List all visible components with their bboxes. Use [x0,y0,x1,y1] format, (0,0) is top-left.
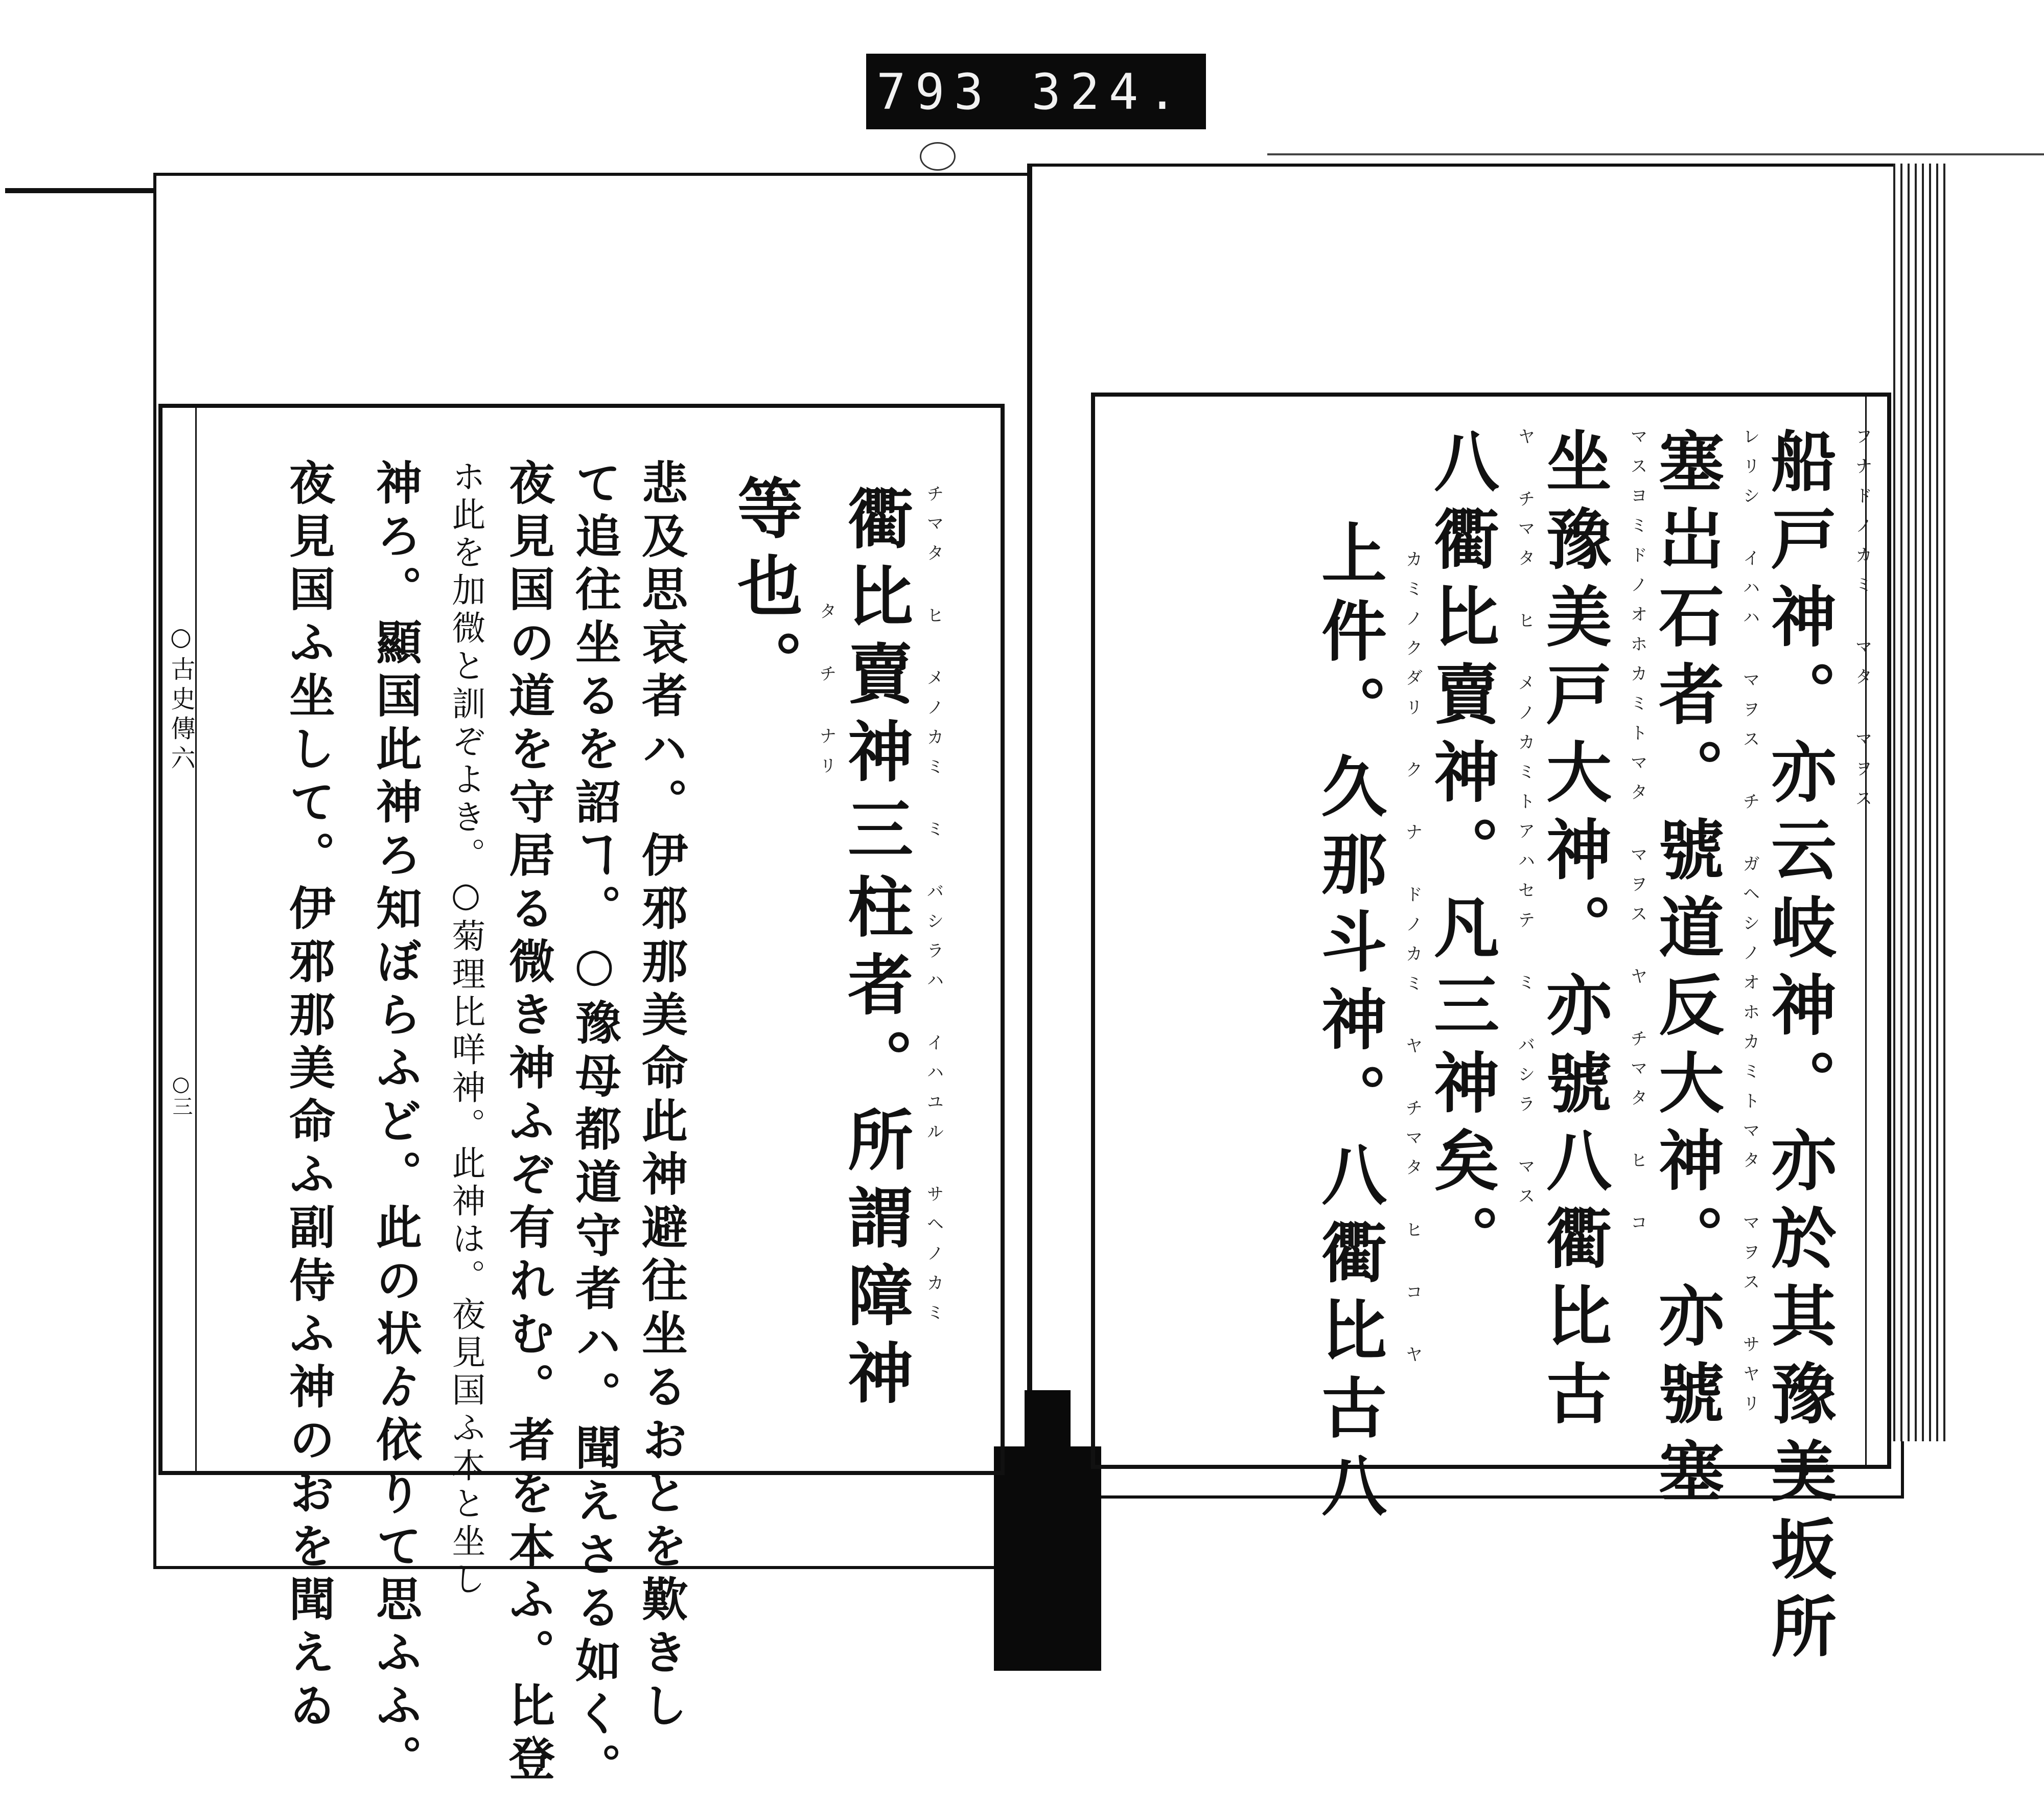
text-column-3: 坐豫美戸大神。亦號八衢比古 [1535,427,1612,1437]
commentary-column-5: 神ろ。顯国此神ろ知ぼらふど。此の状ゟ依りて思ふふ。 [368,459,422,1788]
left-page-frame [158,404,1005,1796]
text-column-7: 等也。 [726,474,803,707]
left-frame-inner-rule [195,408,197,1471]
ruby-column-2: レリシ イハハ マヲス チ ガヘシノオホカミトマタ マヲス サヤリ [1739,427,1760,1424]
page-edges [1893,164,1949,1441]
archive-label-text: 793 324. [876,63,1187,121]
book-spine [1025,1390,1071,1452]
book-spine-base [994,1446,1101,1671]
ruby-column-4: ヤ チマタ ヒ メノカミトアハセテ ミ バシラ マス [1515,427,1535,1216]
text-column-6: 衢比賣神三柱者。所謂障神 [837,485,913,1417]
commentary-column-3: 夜見国の道を守居る微き神ふぞ有れむ。者を本ふ。比登 [501,459,555,1788]
scan-edge-rule-right [1267,153,2044,155]
ruby-column-7: タ チ ナリ [816,602,837,786]
ruby-column-6: チマタ ヒ メノカミ ミ バシラハ イハユル サヘノカミ [923,485,944,1333]
ruby-column-5: カミノクダリ ク ナ ドノカミ ヤ チマタ ヒ コ ヤ [1402,550,1423,1375]
commentary-column-6: 夜見国ふ坐して。伊邪那美命ふ副侍ふ神のおを聞えゐ [281,459,335,1735]
right-page-frame [1091,393,1891,1670]
text-column-2: 塞岀石者。號道反大神。亦號塞 [1647,427,1724,1515]
commentary-column-1: 悲及思哀者ハ。伊邪那美命此神避往坐るおとを歎きし [634,459,688,1735]
commentary-column-2: て追往坐るを詔ヿ。○豫母都道守者ハ。聞えさる如く。 [567,459,621,1796]
running-title: ○古史傳六 [167,623,195,775]
binding-hole [920,142,956,171]
ruby-column-3: マスヨミドノオホカミトマタ マヲス ヤ チマタ ヒ コ [1627,427,1647,1243]
scan-edge-rule [5,188,153,193]
ruby-column-1: フナドノカミ マタ マヲス [1852,427,1872,819]
text-column-4: 八衢比賣神。凡三神矣。 [1423,427,1499,1282]
page-number: ○三 [169,1072,193,1116]
text-column-1: 船戸神。亦云岐神。亦於其豫美坂所 [1760,427,1837,1670]
commentary-column-4: ホ此を加微と訓ぞよき。○菊理比咩神。此神は。夜見国ふ本と坐し [446,459,485,1599]
text-column-5: 上件。久那斗神。八衢比古八 [1310,519,1387,1529]
